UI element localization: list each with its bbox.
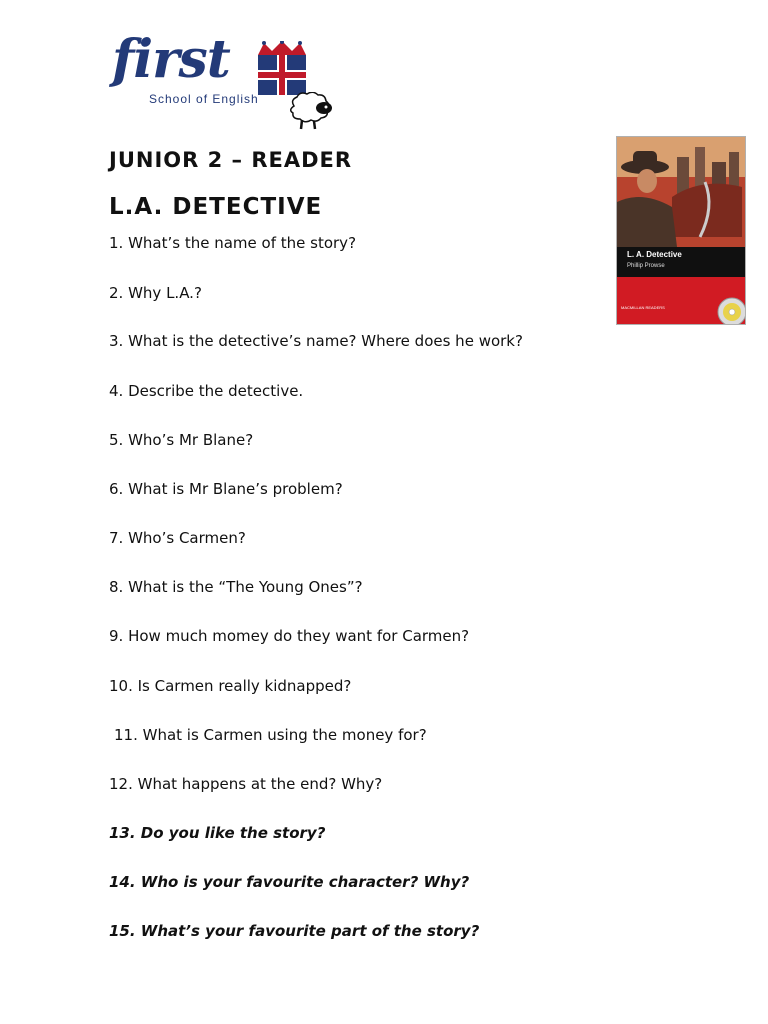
- question-4: 4. Describe the detective.: [109, 382, 304, 400]
- logo-brand-text: first: [112, 29, 230, 90]
- question-15: 15. What’s your favourite part of the story?: [109, 922, 480, 940]
- school-logo: [112, 29, 342, 131]
- logo-tagline: School of English: [149, 92, 259, 106]
- question-13: 13. Do you like the story?: [109, 824, 326, 842]
- question-1: 1. What’s the name of the story?: [109, 234, 357, 252]
- question-6: 6. What is Mr Blane’s problem?: [109, 480, 343, 498]
- question-12: 12. What happens at the end? Why?: [109, 775, 383, 793]
- question-3: 3. What is the detective’s name? Where does he work?: [109, 332, 523, 350]
- question-10: 10. Is Carmen really kidnapped?: [109, 677, 352, 695]
- question-8: 8. What is the “The Young Ones”?: [109, 578, 363, 596]
- question-5: 5. Who’s Mr Blane?: [109, 431, 254, 449]
- question-14: 14. Who is your favourite character? Why?: [109, 873, 470, 891]
- crown-flag-icon: [254, 41, 310, 96]
- cover-publisher: MACMILLAN READERS: [621, 305, 665, 310]
- detective-illustration: [617, 137, 745, 247]
- page-title: JUNIOR 2 – READER: [109, 148, 353, 172]
- cd-icon: [717, 297, 746, 325]
- cover-title: L. A. Detective: [627, 250, 682, 259]
- question-9: 9. How much momey do they want for Carmen?: [109, 627, 470, 645]
- cover-author: Phillip Prowse: [627, 263, 665, 269]
- question-11: 11. What is Carmen using the money for?: [114, 726, 427, 744]
- book-cover: [616, 136, 746, 325]
- question-2: 2. Why L.A.?: [109, 284, 202, 302]
- book-title: L.A. DETECTIVE: [109, 194, 323, 220]
- sheep-icon: [288, 92, 336, 130]
- question-7: 7. Who’s Carmen?: [109, 529, 246, 547]
